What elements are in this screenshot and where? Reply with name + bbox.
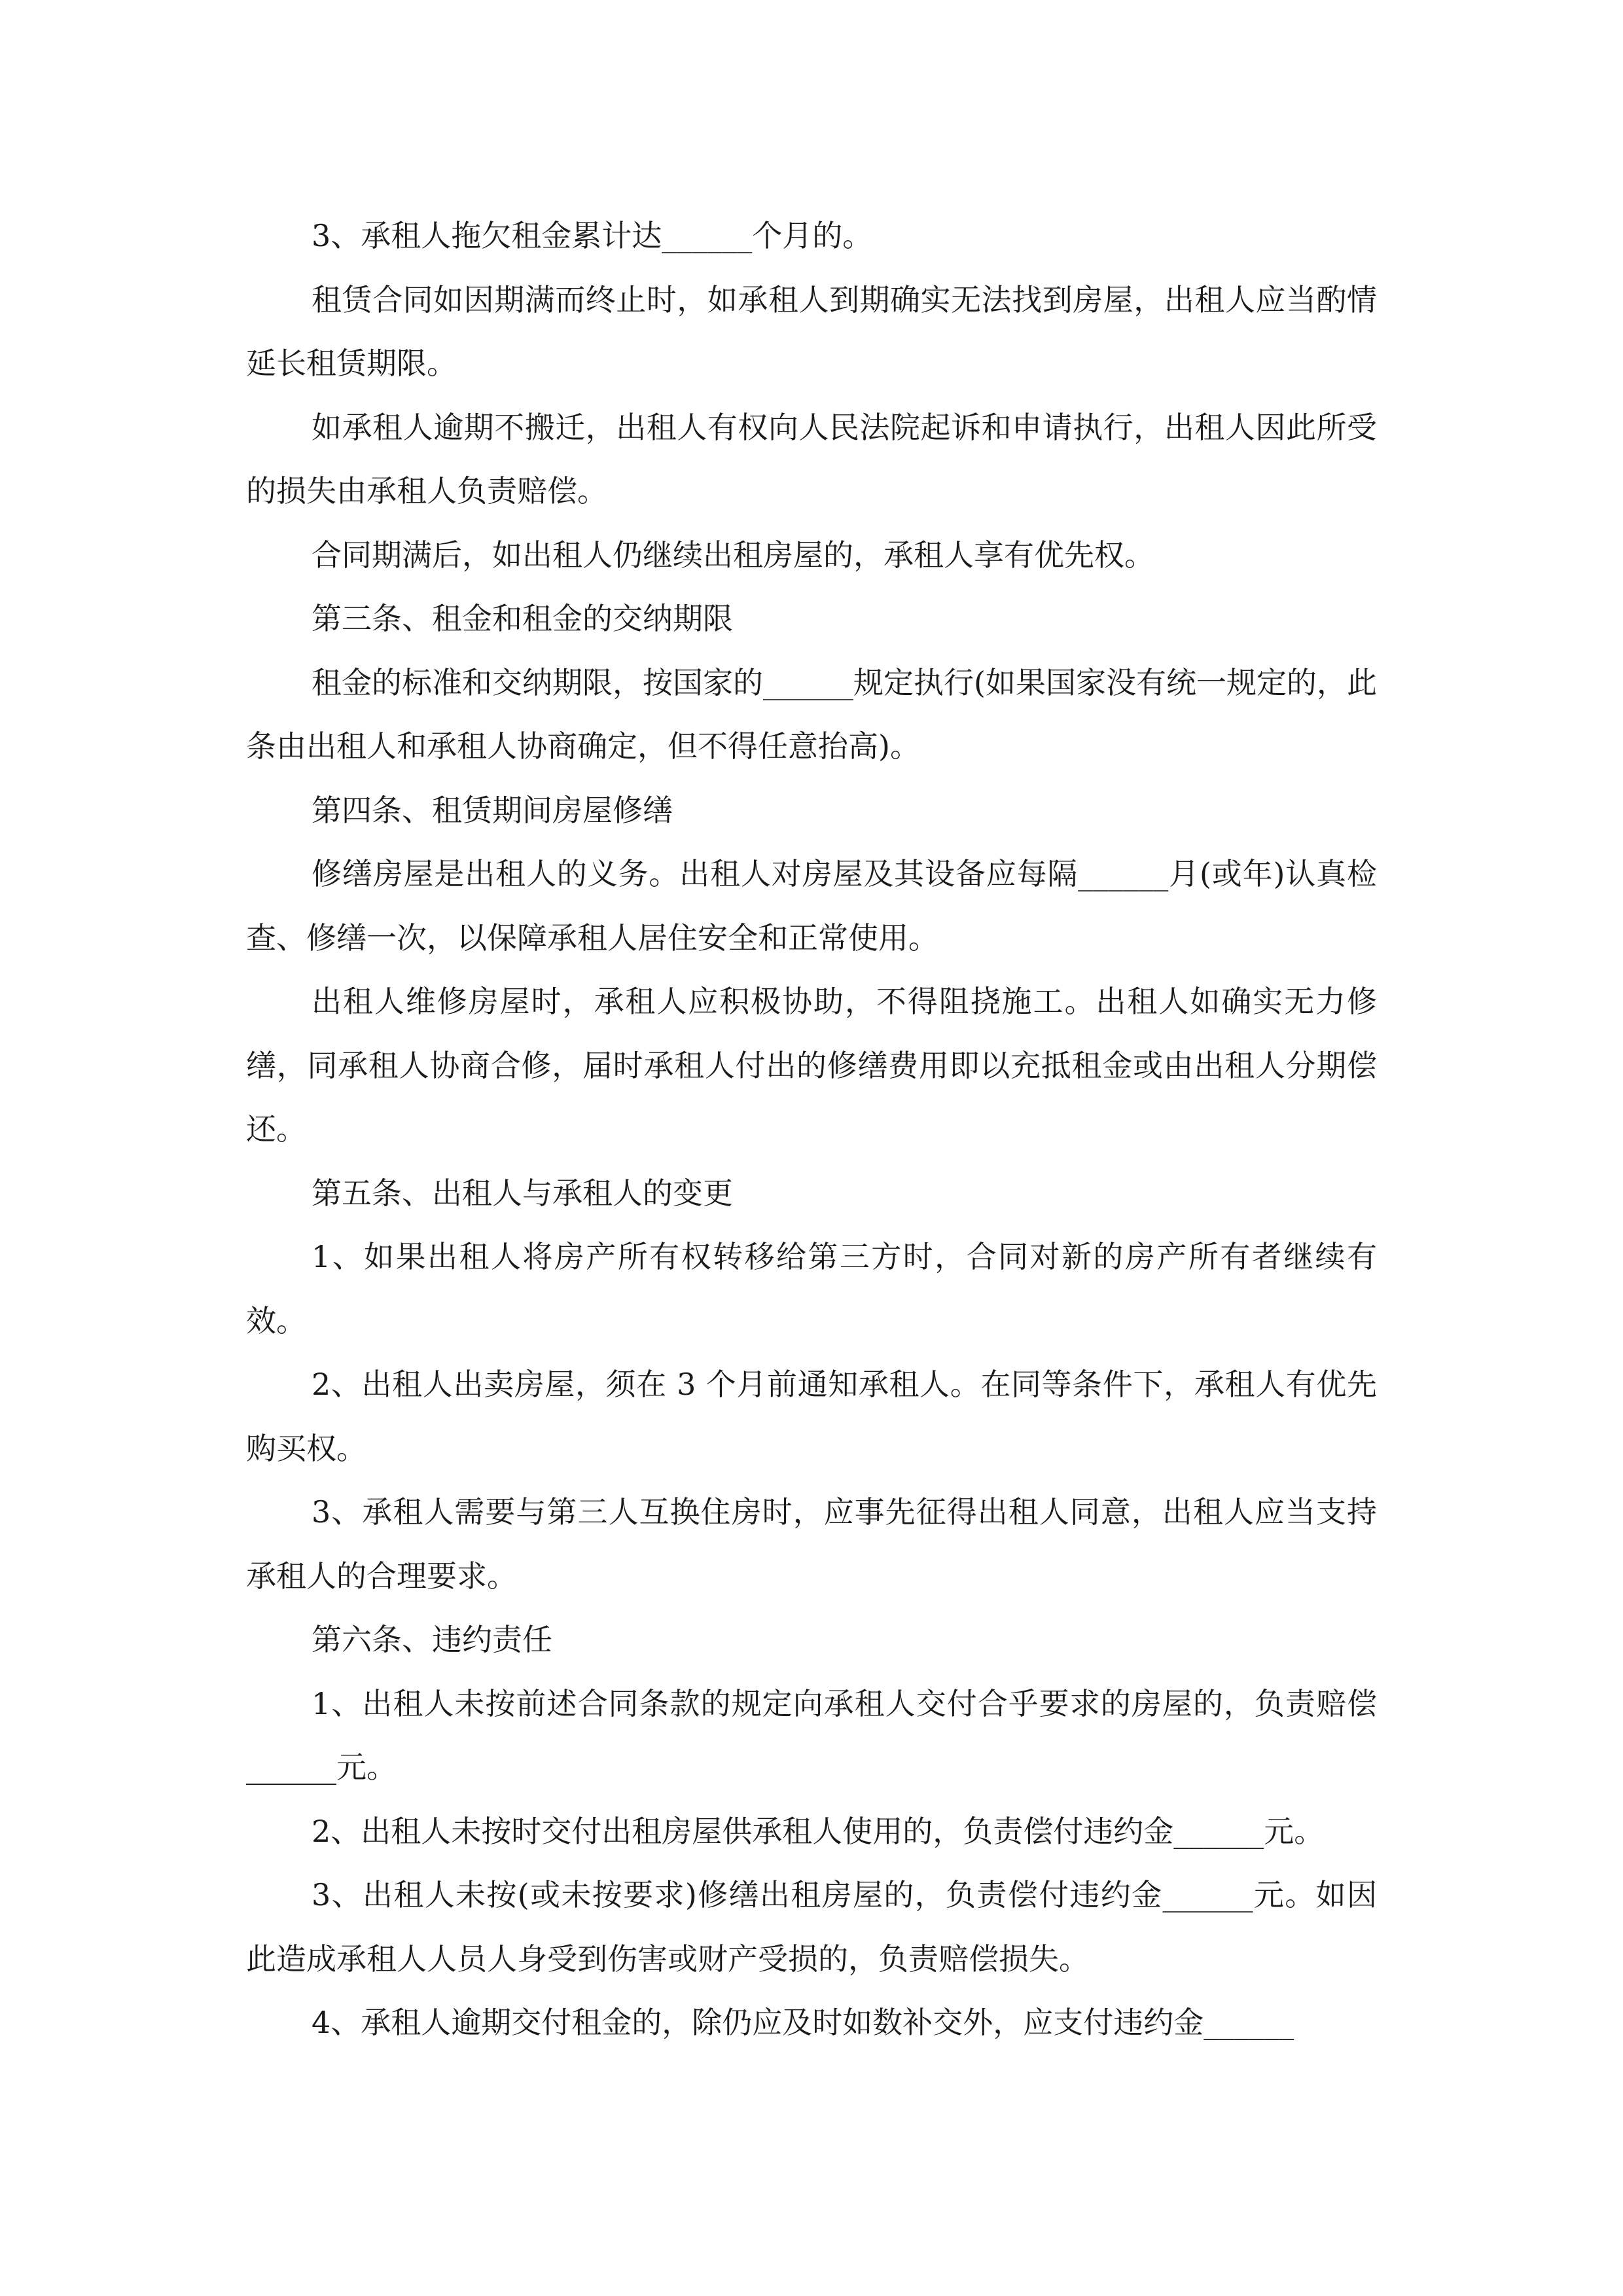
paragraph: 修缮房屋是出租人的义务。出租人对房屋及其设备应每隔______月(或年)认真检查、修缮一次，以保障承租人居住安全和正常使用。 [246,856,1377,956]
paragraph: 3、出租人未按(或未按要求)修缮出租房屋的，负责偿付违约金______元。如因此造成承租人人员人身受到伤害或财产受损的，负责赔偿损失。 [246,1877,1377,1977]
paragraph: 租赁合同如因期满而终止时，如承租人到期确实无法找到房屋，出租人应当酌情延长租赁期限。 [246,281,1377,381]
paragraph: 出租人维修房屋时，承租人应积极协助，不得阻挠施工。出租人如确实无力修缮，同承租人协商合修，届时承租人付出的修缮费用即以充抵租金或由出租人分期偿还。 [246,984,1377,1147]
paragraph: 1、如果出租人将房产所有权转移给第三方时，合同对新的房产所有者继续有效。 [246,1239,1377,1338]
paragraph: 2、出租人未按时交付出租房屋供承租人使用的，负责偿付违约金______元。 [312,1813,1325,1849]
paragraph: 3、承租人拖欠租金累计达______个月的。 [312,218,873,253]
document-body [246,204,1377,2055]
paragraph: 2、出租人出卖房屋，须在 3 个月前通知承租人。在同等条件下，承租人有优先购买权。 [246,1367,1377,1466]
section-heading: 第五条、出租人与承租人的变更 [312,1175,733,1211]
paragraph: 1、出租人未按前述合同条款的规定向承租人交付合乎要求的房屋的，负责赔偿______元。 [246,1685,1377,1785]
paragraph: 合同期满后，如出租人仍继续出租房屋的，承租人享有优先权。 [312,537,1154,573]
paragraph: 4、承租人逾期交付租金的，除仍应及时如数补交外，应支付违约金______ [312,2005,1294,2040]
paragraph: 3、承租人需要与第三人互换住房时，应事先征得出租人同意，出租人应当支持承租人的合理要求。 [246,1494,1377,1594]
paragraph: 如承租人逾期不搬迁，出租人有权向人民法院起诉和申请执行，出租人因此所受的损失由承租人负责赔偿。 [246,409,1377,509]
section-heading: 第六条、违约责任 [312,1622,552,1657]
section-heading: 第四条、租赁期间房屋修缮 [312,792,673,828]
paragraph: 租金的标准和交纳期限，按国家的______规定执行(如果国家没有统一规定的，此条由出租人和承租人协商确定，但不得任意抬高)。 [246,664,1377,764]
section-heading: 第三条、租金和租金的交纳期限 [312,601,733,636]
